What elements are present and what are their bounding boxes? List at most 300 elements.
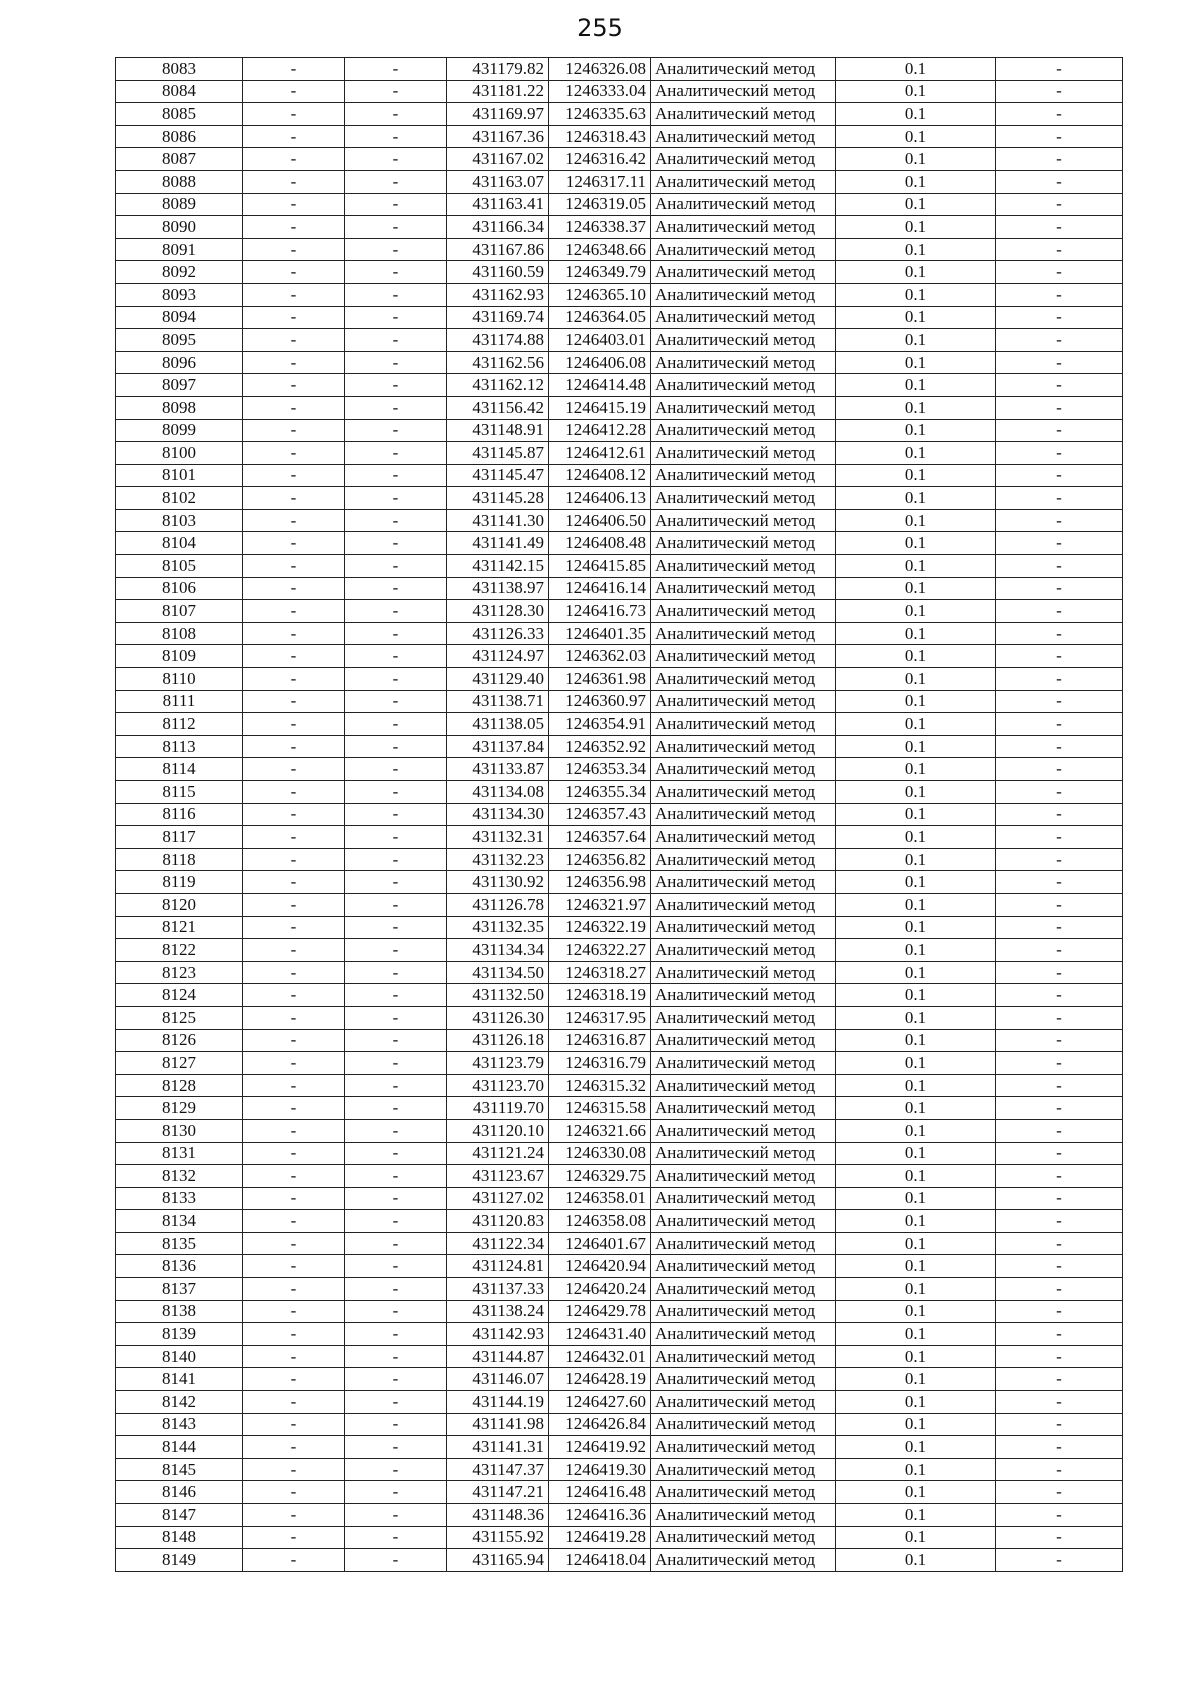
x-coordinate-cell: 431163.41 (447, 193, 549, 216)
table-row (116, 893, 1123, 916)
accuracy-cell: 0.1 (836, 1549, 996, 1572)
empty-cell-a: - (243, 1549, 345, 1572)
x-coordinate-cell: 431169.74 (447, 306, 549, 329)
y-coordinate-cell: 1246357.43 (549, 803, 651, 826)
x-coordinate-cell: 431129.40 (447, 668, 549, 691)
y-coordinate-cell: 1246419.28 (549, 1526, 651, 1549)
empty-cell-b: - (345, 1006, 447, 1029)
method-cell: Аналитический метод (651, 1278, 836, 1301)
y-coordinate-cell: 1246429.78 (549, 1300, 651, 1323)
y-coordinate-cell: 1246321.97 (549, 893, 651, 916)
empty-cell-a: - (243, 125, 345, 148)
empty-cell-b: - (345, 893, 447, 916)
description-cell: - (996, 1210, 1123, 1233)
empty-cell-a: - (243, 261, 345, 284)
empty-cell-b: - (345, 532, 447, 555)
table-row (116, 984, 1123, 1007)
x-coordinate-cell: 431123.79 (447, 1052, 549, 1075)
point-number-cell: 8140 (116, 1345, 243, 1368)
table-row (116, 1504, 1123, 1527)
y-coordinate-cell: 1246415.85 (549, 555, 651, 578)
accuracy-cell: 0.1 (836, 306, 996, 329)
accuracy-cell: 0.1 (836, 1097, 996, 1120)
table-row (116, 826, 1123, 849)
point-number-cell: 8127 (116, 1052, 243, 1075)
table-row (116, 509, 1123, 532)
accuracy-cell: 0.1 (836, 826, 996, 849)
description-cell: - (996, 306, 1123, 329)
point-number-cell: 8146 (116, 1481, 243, 1504)
description-cell: - (996, 803, 1123, 826)
accuracy-cell: 0.1 (836, 1029, 996, 1052)
y-coordinate-cell: 1246412.28 (549, 419, 651, 442)
x-coordinate-cell: 431167.36 (447, 125, 549, 148)
table-row (116, 532, 1123, 555)
y-coordinate-cell: 1246321.66 (549, 1119, 651, 1142)
table-row (116, 1187, 1123, 1210)
empty-cell-a: - (243, 803, 345, 826)
method-cell: Аналитический метод (651, 1255, 836, 1278)
empty-cell-a: - (243, 103, 345, 126)
empty-cell-a: - (243, 984, 345, 1007)
empty-cell-a: - (243, 1006, 345, 1029)
table-row (116, 1481, 1123, 1504)
empty-cell-a: - (243, 600, 345, 623)
method-cell: Аналитический метод (651, 893, 836, 916)
accuracy-cell: 0.1 (836, 848, 996, 871)
method-cell: Аналитический метод (651, 1391, 836, 1414)
y-coordinate-cell: 1246362.03 (549, 645, 651, 668)
point-number-cell: 8102 (116, 487, 243, 510)
description-cell: - (996, 622, 1123, 645)
table-row (116, 1549, 1123, 1572)
accuracy-cell: 0.1 (836, 1210, 996, 1233)
description-cell: - (996, 238, 1123, 261)
y-coordinate-cell: 1246401.67 (549, 1232, 651, 1255)
y-coordinate-cell: 1246356.98 (549, 871, 651, 894)
empty-cell-b: - (345, 58, 447, 81)
x-coordinate-cell: 431162.56 (447, 351, 549, 374)
method-cell: Аналитический метод (651, 1052, 836, 1075)
empty-cell-b: - (345, 351, 447, 374)
x-coordinate-cell: 431167.86 (447, 238, 549, 261)
method-cell: Аналитический метод (651, 1119, 836, 1142)
description-cell: - (996, 1029, 1123, 1052)
method-cell: Аналитический метод (651, 58, 836, 81)
empty-cell-b: - (345, 509, 447, 532)
method-cell: Аналитический метод (651, 1323, 836, 1346)
empty-cell-b: - (345, 1458, 447, 1481)
empty-cell-a: - (243, 1074, 345, 1097)
x-coordinate-cell: 431126.18 (447, 1029, 549, 1052)
empty-cell-a: - (243, 939, 345, 962)
method-cell: Аналитический метод (651, 216, 836, 239)
empty-cell-b: - (345, 1052, 447, 1075)
description-cell: - (996, 1165, 1123, 1188)
accuracy-cell: 0.1 (836, 1458, 996, 1481)
method-cell: Аналитический метод (651, 1142, 836, 1165)
empty-cell-b: - (345, 1255, 447, 1278)
y-coordinate-cell: 1246319.05 (549, 193, 651, 216)
point-number-cell: 8093 (116, 283, 243, 306)
x-coordinate-cell: 431141.49 (447, 532, 549, 555)
description-cell: - (996, 713, 1123, 736)
empty-cell-b: - (345, 1097, 447, 1120)
table-row (116, 1458, 1123, 1481)
accuracy-cell: 0.1 (836, 600, 996, 623)
method-cell: Аналитический метод (651, 984, 836, 1007)
description-cell: - (996, 58, 1123, 81)
description-cell: - (996, 1481, 1123, 1504)
empty-cell-a: - (243, 1255, 345, 1278)
empty-cell-a: - (243, 1142, 345, 1165)
empty-cell-b: - (345, 916, 447, 939)
method-cell: Аналитический метод (651, 961, 836, 984)
method-cell: Аналитический метод (651, 1300, 836, 1323)
empty-cell-a: - (243, 396, 345, 419)
y-coordinate-cell: 1246360.97 (549, 690, 651, 713)
empty-cell-a: - (243, 871, 345, 894)
table-row (116, 1278, 1123, 1301)
method-cell: Аналитический метод (651, 555, 836, 578)
x-coordinate-cell: 431141.30 (447, 509, 549, 532)
y-coordinate-cell: 1246348.66 (549, 238, 651, 261)
y-coordinate-cell: 1246333.04 (549, 80, 651, 103)
point-number-cell: 8147 (116, 1504, 243, 1527)
y-coordinate-cell: 1246432.01 (549, 1345, 651, 1368)
method-cell: Аналитический метод (651, 148, 836, 171)
empty-cell-a: - (243, 351, 345, 374)
x-coordinate-cell: 431142.15 (447, 555, 549, 578)
accuracy-cell: 0.1 (836, 668, 996, 691)
empty-cell-a: - (243, 532, 345, 555)
empty-cell-b: - (345, 419, 447, 442)
point-number-cell: 8141 (116, 1368, 243, 1391)
table-row (116, 577, 1123, 600)
point-number-cell: 8137 (116, 1278, 243, 1301)
point-number-cell: 8110 (116, 668, 243, 691)
empty-cell-b: - (345, 1345, 447, 1368)
empty-cell-b: - (345, 645, 447, 668)
empty-cell-b: - (345, 374, 447, 397)
method-cell: Аналитический метод (651, 509, 836, 532)
x-coordinate-cell: 431148.36 (447, 1504, 549, 1527)
point-number-cell: 8101 (116, 464, 243, 487)
method-cell: Аналитический метод (651, 1232, 836, 1255)
table-row (116, 916, 1123, 939)
table-row (116, 283, 1123, 306)
description-cell: - (996, 1323, 1123, 1346)
table-row (116, 1210, 1123, 1233)
method-cell: Аналитический метод (651, 261, 836, 284)
x-coordinate-cell: 431138.05 (447, 713, 549, 736)
y-coordinate-cell: 1246316.87 (549, 1029, 651, 1052)
empty-cell-b: - (345, 555, 447, 578)
x-coordinate-cell: 431134.34 (447, 939, 549, 962)
description-cell: - (996, 848, 1123, 871)
point-number-cell: 8094 (116, 306, 243, 329)
table-row (116, 329, 1123, 352)
accuracy-cell: 0.1 (836, 1368, 996, 1391)
description-cell: - (996, 329, 1123, 352)
method-cell: Аналитический метод (651, 1187, 836, 1210)
y-coordinate-cell: 1246322.19 (549, 916, 651, 939)
empty-cell-a: - (243, 329, 345, 352)
table-row (116, 261, 1123, 284)
empty-cell-b: - (345, 1323, 447, 1346)
point-number-cell: 8112 (116, 713, 243, 736)
accuracy-cell: 0.1 (836, 1165, 996, 1188)
empty-cell-a: - (243, 1323, 345, 1346)
point-number-cell: 8135 (116, 1232, 243, 1255)
table-row (116, 1526, 1123, 1549)
point-number-cell: 8148 (116, 1526, 243, 1549)
x-coordinate-cell: 431147.37 (447, 1458, 549, 1481)
x-coordinate-cell: 431128.30 (447, 600, 549, 623)
x-coordinate-cell: 431162.93 (447, 283, 549, 306)
point-number-cell: 8126 (116, 1029, 243, 1052)
point-number-cell: 8130 (116, 1119, 243, 1142)
description-cell: - (996, 1074, 1123, 1097)
empty-cell-a: - (243, 1526, 345, 1549)
table-row (116, 125, 1123, 148)
accuracy-cell: 0.1 (836, 1278, 996, 1301)
method-cell: Аналитический метод (651, 916, 836, 939)
point-number-cell: 8086 (116, 125, 243, 148)
accuracy-cell: 0.1 (836, 509, 996, 532)
empty-cell-b: - (345, 939, 447, 962)
table-row (116, 871, 1123, 894)
accuracy-cell: 0.1 (836, 532, 996, 555)
accuracy-cell: 0.1 (836, 80, 996, 103)
y-coordinate-cell: 1246428.19 (549, 1368, 651, 1391)
accuracy-cell: 0.1 (836, 735, 996, 758)
x-coordinate-cell: 431138.71 (447, 690, 549, 713)
accuracy-cell: 0.1 (836, 374, 996, 397)
y-coordinate-cell: 1246356.82 (549, 848, 651, 871)
point-number-cell: 8091 (116, 238, 243, 261)
accuracy-cell: 0.1 (836, 803, 996, 826)
x-coordinate-cell: 431144.87 (447, 1345, 549, 1368)
accuracy-cell: 0.1 (836, 329, 996, 352)
point-number-cell: 8125 (116, 1006, 243, 1029)
description-cell: - (996, 1232, 1123, 1255)
point-number-cell: 8131 (116, 1142, 243, 1165)
point-number-cell: 8084 (116, 80, 243, 103)
y-coordinate-cell: 1246416.36 (549, 1504, 651, 1527)
description-cell: - (996, 758, 1123, 781)
empty-cell-b: - (345, 1165, 447, 1188)
description-cell: - (996, 396, 1123, 419)
description-cell: - (996, 1300, 1123, 1323)
table-row (116, 1300, 1123, 1323)
point-number-cell: 8109 (116, 645, 243, 668)
empty-cell-a: - (243, 622, 345, 645)
method-cell: Аналитический метод (651, 871, 836, 894)
empty-cell-b: - (345, 781, 447, 804)
method-cell: Аналитический метод (651, 442, 836, 465)
x-coordinate-cell: 431134.50 (447, 961, 549, 984)
y-coordinate-cell: 1246415.19 (549, 396, 651, 419)
method-cell: Аналитический метод (651, 645, 836, 668)
x-coordinate-cell: 431179.82 (447, 58, 549, 81)
description-cell: - (996, 1187, 1123, 1210)
point-number-cell: 8118 (116, 848, 243, 871)
accuracy-cell: 0.1 (836, 1504, 996, 1527)
empty-cell-a: - (243, 826, 345, 849)
description-cell: - (996, 509, 1123, 532)
method-cell: Аналитический метод (651, 306, 836, 329)
table-row (116, 1119, 1123, 1142)
x-coordinate-cell: 431138.24 (447, 1300, 549, 1323)
point-number-cell: 8095 (116, 329, 243, 352)
x-coordinate-cell: 431137.33 (447, 1278, 549, 1301)
empty-cell-a: - (243, 1210, 345, 1233)
point-number-cell: 8117 (116, 826, 243, 849)
method-cell: Аналитический метод (651, 1413, 836, 1436)
point-number-cell: 8099 (116, 419, 243, 442)
method-cell: Аналитический метод (651, 1436, 836, 1459)
method-cell: Аналитический метод (651, 1210, 836, 1233)
table-row (116, 80, 1123, 103)
x-coordinate-cell: 431144.19 (447, 1391, 549, 1414)
accuracy-cell: 0.1 (836, 758, 996, 781)
accuracy-cell: 0.1 (836, 419, 996, 442)
description-cell: - (996, 442, 1123, 465)
method-cell: Аналитический метод (651, 803, 836, 826)
accuracy-cell: 0.1 (836, 781, 996, 804)
method-cell: Аналитический метод (651, 577, 836, 600)
empty-cell-b: - (345, 125, 447, 148)
accuracy-cell: 0.1 (836, 1119, 996, 1142)
method-cell: Аналитический метод (651, 758, 836, 781)
description-cell: - (996, 781, 1123, 804)
description-cell: - (996, 1368, 1123, 1391)
y-coordinate-cell: 1246318.27 (549, 961, 651, 984)
x-coordinate-cell: 431163.07 (447, 170, 549, 193)
y-coordinate-cell: 1246317.95 (549, 1006, 651, 1029)
accuracy-cell: 0.1 (836, 1413, 996, 1436)
table-row (116, 645, 1123, 668)
empty-cell-b: - (345, 1504, 447, 1527)
x-coordinate-cell: 431138.97 (447, 577, 549, 600)
empty-cell-b: - (345, 1278, 447, 1301)
accuracy-cell: 0.1 (836, 1391, 996, 1414)
y-coordinate-cell: 1246416.48 (549, 1481, 651, 1504)
accuracy-cell: 0.1 (836, 961, 996, 984)
point-number-cell: 8138 (116, 1300, 243, 1323)
y-coordinate-cell: 1246315.32 (549, 1074, 651, 1097)
accuracy-cell: 0.1 (836, 1232, 996, 1255)
point-number-cell: 8083 (116, 58, 243, 81)
point-number-cell: 8124 (116, 984, 243, 1007)
empty-cell-a: - (243, 442, 345, 465)
empty-cell-b: - (345, 1481, 447, 1504)
description-cell: - (996, 1255, 1123, 1278)
point-number-cell: 8113 (116, 735, 243, 758)
point-number-cell: 8143 (116, 1413, 243, 1436)
accuracy-cell: 0.1 (836, 916, 996, 939)
y-coordinate-cell: 1246426.84 (549, 1413, 651, 1436)
method-cell: Аналитический метод (651, 1097, 836, 1120)
empty-cell-a: - (243, 1368, 345, 1391)
method-cell: Аналитический метод (651, 848, 836, 871)
empty-cell-a: - (243, 509, 345, 532)
method-cell: Аналитический метод (651, 826, 836, 849)
table-body (116, 58, 1123, 1572)
method-cell: Аналитический метод (651, 532, 836, 555)
x-coordinate-cell: 431145.28 (447, 487, 549, 510)
method-cell: Аналитический метод (651, 1029, 836, 1052)
description-cell: - (996, 261, 1123, 284)
x-coordinate-cell: 431146.07 (447, 1368, 549, 1391)
method-cell: Аналитический метод (651, 1006, 836, 1029)
method-cell: Аналитический метод (651, 464, 836, 487)
empty-cell-a: - (243, 1278, 345, 1301)
empty-cell-a: - (243, 216, 345, 239)
table-row (116, 442, 1123, 465)
empty-cell-b: - (345, 826, 447, 849)
x-coordinate-cell: 431132.50 (447, 984, 549, 1007)
table-row (116, 1165, 1123, 1188)
method-cell: Аналитический метод (651, 1504, 836, 1527)
empty-cell-b: - (345, 1142, 447, 1165)
empty-cell-a: - (243, 1187, 345, 1210)
x-coordinate-cell: 431123.67 (447, 1165, 549, 1188)
accuracy-cell: 0.1 (836, 261, 996, 284)
description-cell: - (996, 419, 1123, 442)
table-row (116, 1368, 1123, 1391)
point-number-cell: 8085 (116, 103, 243, 126)
table-row (116, 735, 1123, 758)
accuracy-cell: 0.1 (836, 464, 996, 487)
x-coordinate-cell: 431127.02 (447, 1187, 549, 1210)
empty-cell-b: - (345, 283, 447, 306)
y-coordinate-cell: 1246408.48 (549, 532, 651, 555)
empty-cell-a: - (243, 961, 345, 984)
empty-cell-a: - (243, 1436, 345, 1459)
accuracy-cell: 0.1 (836, 1142, 996, 1165)
y-coordinate-cell: 1246317.11 (549, 170, 651, 193)
description-cell: - (996, 374, 1123, 397)
table-row (116, 170, 1123, 193)
table-row (116, 148, 1123, 171)
empty-cell-a: - (243, 238, 345, 261)
empty-cell-b: - (345, 464, 447, 487)
point-number-cell: 8089 (116, 193, 243, 216)
accuracy-cell: 0.1 (836, 1187, 996, 1210)
method-cell: Аналитический метод (651, 1345, 836, 1368)
empty-cell-b: - (345, 442, 447, 465)
y-coordinate-cell: 1246414.48 (549, 374, 651, 397)
empty-cell-a: - (243, 916, 345, 939)
point-number-cell: 8149 (116, 1549, 243, 1572)
y-coordinate-cell: 1246338.37 (549, 216, 651, 239)
x-coordinate-cell: 431156.42 (447, 396, 549, 419)
accuracy-cell: 0.1 (836, 1255, 996, 1278)
accuracy-cell: 0.1 (836, 1436, 996, 1459)
description-cell: - (996, 1097, 1123, 1120)
description-cell: - (996, 555, 1123, 578)
description-cell: - (996, 1526, 1123, 1549)
point-number-cell: 8092 (116, 261, 243, 284)
table-row (116, 690, 1123, 713)
point-number-cell: 8144 (116, 1436, 243, 1459)
y-coordinate-cell: 1246412.61 (549, 442, 651, 465)
method-cell: Аналитический метод (651, 939, 836, 962)
x-coordinate-cell: 431165.94 (447, 1549, 549, 1572)
x-coordinate-cell: 431132.31 (447, 826, 549, 849)
